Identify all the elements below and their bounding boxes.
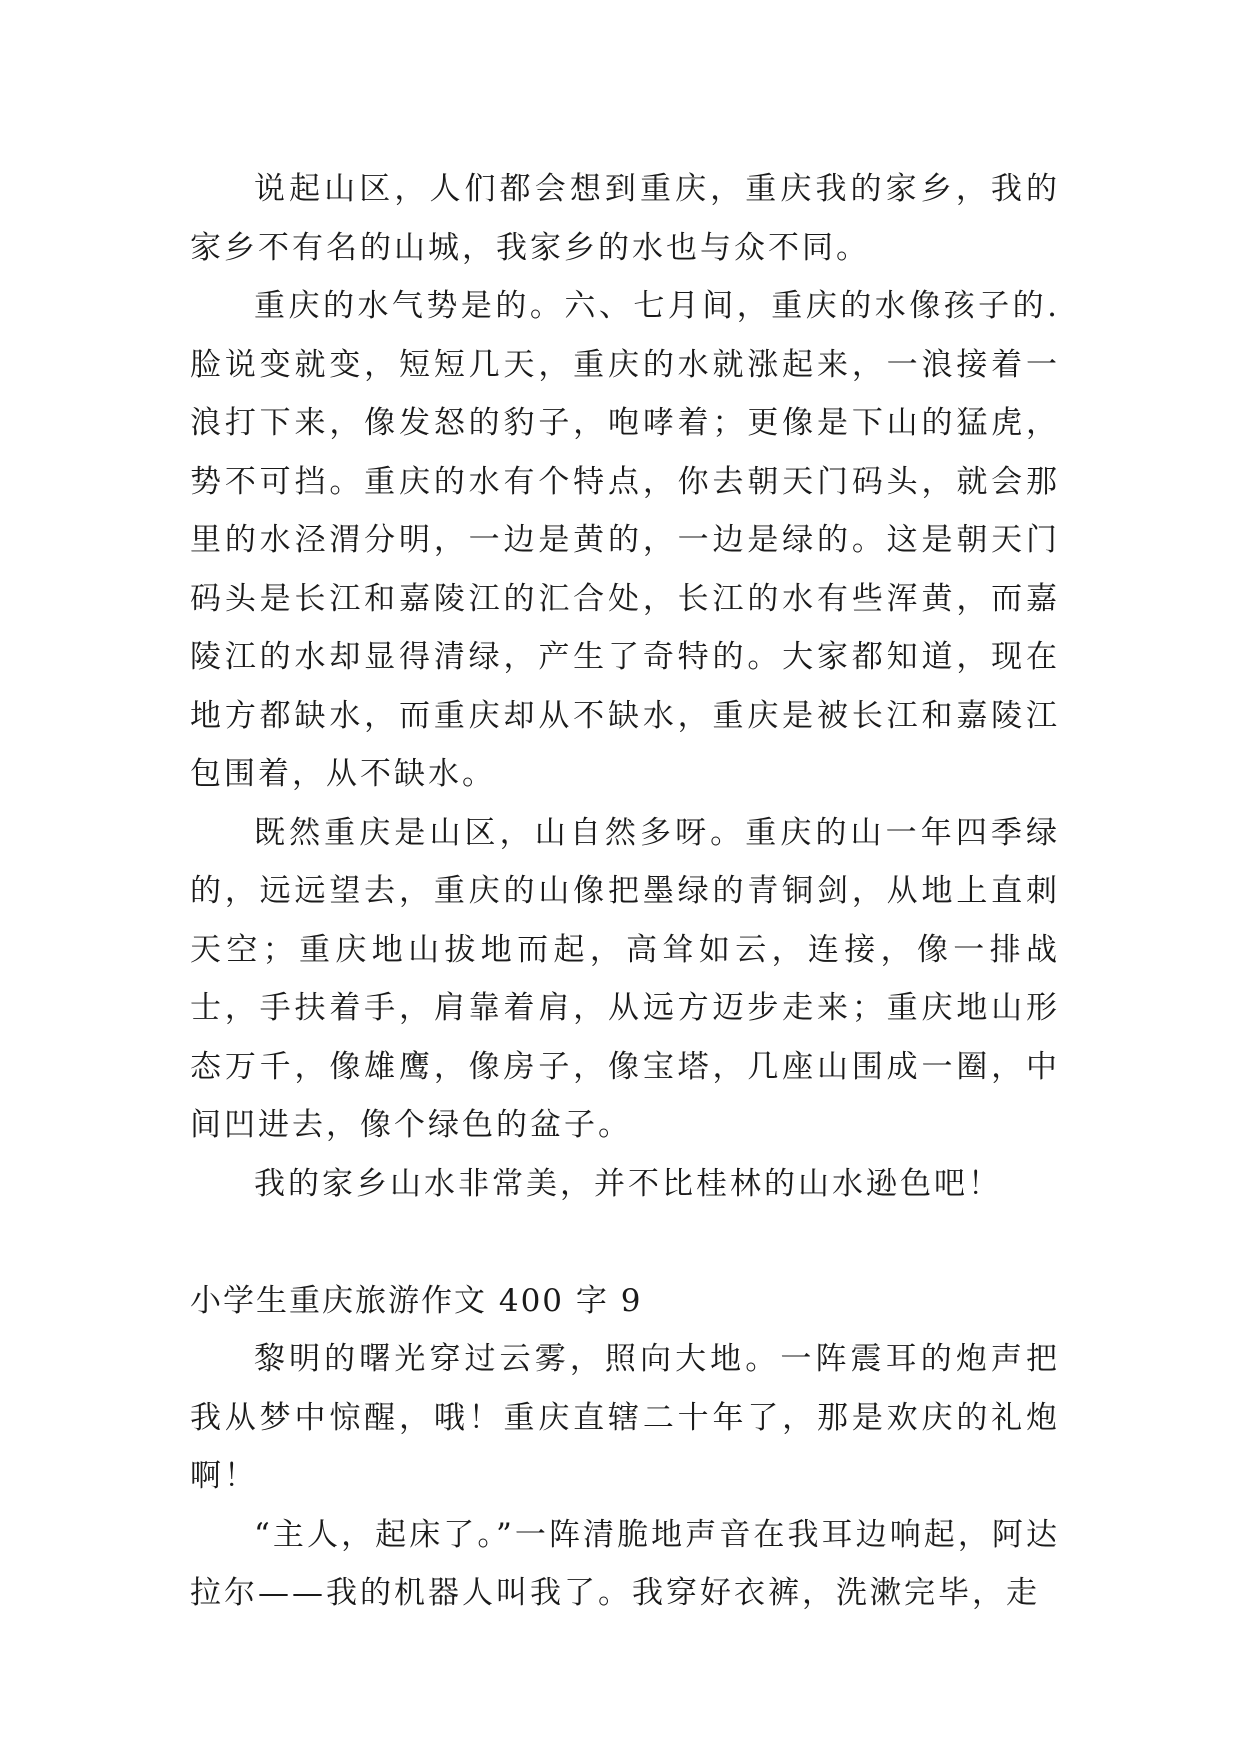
paragraph: 我的家乡山水非常美，并不比桂林的山水逊色吧！	[254, 1165, 1002, 1202]
paragraph: 既然重庆是山区，山自然多呀。重庆的山一年四季绿的，远远望去，重庆的山像把墨绿的青铜剑，从地上直刺天空；重庆地山拔地而起，高耸如云，连接，像一排战士，手扶着手，肩靠着肩，从远方迈步走来；重庆地山形态万千，像雄鹰，像房子，像宝塔，几座山围成一圈，中间凹进去，像个绿色的盆子。	[190, 814, 1060, 1143]
paragraph: 黎明的曙光穿过云雾，照向大地。一阵震耳的炮声把我从梦中惊醒，哦！重庆直辖二十年了，那是欢庆的礼炮啊！	[190, 1341, 1060, 1494]
paragraph: 说起山区，人们都会想到重庆，重庆我的家乡，我的家乡不有名的山城，我家乡的水也与众不同。	[190, 171, 1060, 266]
document-body	[190, 160, 1060, 1623]
paragraph: 重庆的水气势是的。六、七月间，重庆的水像孩子的.脸说变就变，短短几天，重庆的水就涨起来，一浪接着一浪打下来，像发怒的豹子，咆哮着；更像是下山的猛虎，势不可挡。重庆的水有个特点，你去朝天门码头，就会那里的水泾渭分明，一边是黄的，一边是绿的。这是朝天门码头是长江和嘉陵江的汇合处，长江的水有些浑黄，而嘉陵江的水却显得清绿，产生了奇特的。大家都知道，现在地方都缺水，而重庆却从不缺水，重庆是被长江和嘉陵江包围着，从不缺水。	[190, 288, 1060, 792]
paragraph: “主人，起床了。”一阵清脆地声音在我耳边响起，阿达拉尔——我的机器人叫我了。我穿好衣裤，洗漱完毕，走	[190, 1516, 1060, 1611]
section-title: 小学生重庆旅游作文 400 字 9	[190, 1282, 643, 1319]
paragraph-spacer	[190, 1213, 1060, 1272]
